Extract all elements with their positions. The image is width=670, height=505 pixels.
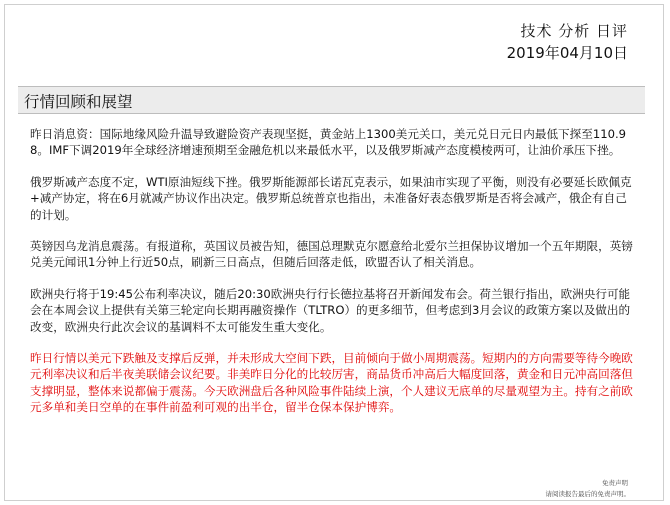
section-title: 行情回顾和展望 [24,93,133,111]
paragraph-ecb: 欧洲央行将于19:45公布利率决议，随后20:30欧洲央行行长德拉基将召开新闻发布会。荷兰银行指出，欧洲央行可能会在本周会议上提供有关第三轮定向长期再融资操作（TLTRO）的更多细节，但考虑到3月会议的政策方案以及做出的改变，欧洲央行此次会议的基调料不太可能发生重大变化。 [30,286,631,334]
disclaimer-title: 免责声明 [602,479,628,487]
report-date: 2019年04月10日 [506,44,628,62]
paragraph-outlook-highlight: 昨日行情以美元下跌触及支撑后反弹，并未形成大空间下跌，目前倾向于做小周期震荡。短期内的方向需要等待今晚欧元利率决议和后半夜美联储会议纪要。非美昨日分化的比较厉害，商品货币冲高后大幅度回落，黄金和日元冲高回落但支撑明显，整体来说都偏于震荡。今天欧洲盘后各种风险事件陆续上演，个人建议无底单的尽量观望为主。持有之前欧元多单和美日空单的在事件前盈利可观的出半仓，留半仓保本保护博弈。 [30,351,633,415]
paragraph-gbp: 英镑因乌龙消息震荡。有报道称，英国议员被告知，德国总理默克尔愿意给北爱尔兰担保协议增加一个五年期限，英镑兑美元闻讯1分钟上行近50点，刷新三日高点，但随后回落走低，欧盟否认了相关消息。 [30,239,633,270]
paragraph-oil: 俄罗斯减产态度不定，WTI原油短线下挫。俄罗斯能源部长诺瓦克表示，如果油市实现了平衡，则没有必要延长欧佩克+减产协定，将在6月就减产协议作出决定。俄罗斯总统普京也指出，未准备好表态俄罗斯是否将会减产，俄企有自己的计划。 [30,174,632,222]
disclaimer-note: 请阅读报告最后的免责声明。 [545,490,630,498]
paragraph-market-news: 昨日消息资：国际地缘风险升温导致避险资产表现坚挺，黄金站上1300美元关口，美元兑日元日内最低下探至110.98。IMF下调2019年全球经济增速预期至金融危机以来最低水平，以及俄罗斯减产态度模棱两可，让油价承压下挫。 [30,127,627,158]
report-body [30,126,638,431]
report-title: 技术 分析 日评 [520,22,628,40]
section-header [18,86,645,114]
